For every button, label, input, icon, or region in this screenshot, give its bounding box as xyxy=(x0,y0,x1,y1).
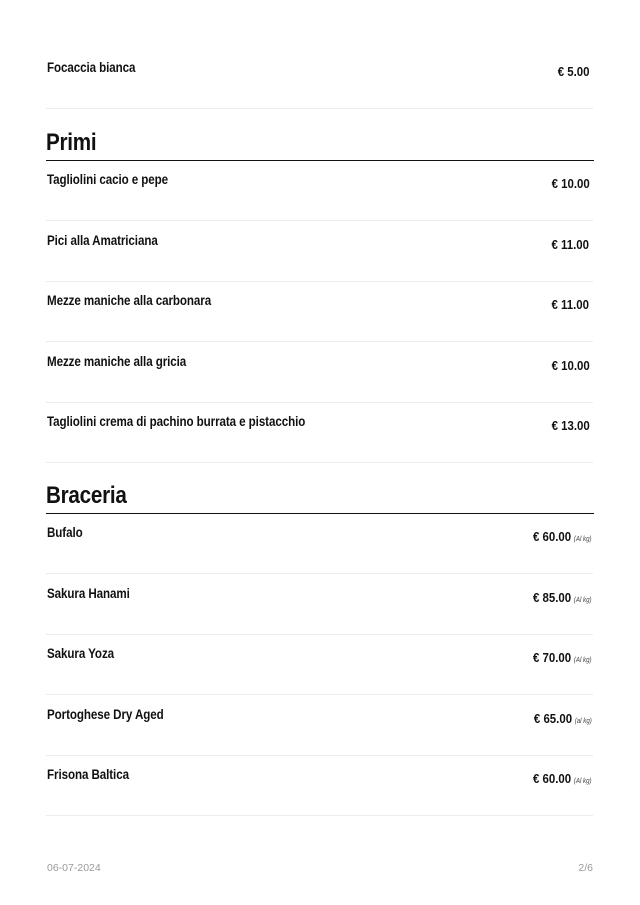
menu-item xyxy=(46,513,593,574)
menu-item-price xyxy=(552,236,592,254)
price-unit: (al kg) xyxy=(574,718,592,725)
section-title-braceria xyxy=(46,481,594,514)
menu-item-name: Bufalo xyxy=(47,525,83,540)
menu-item-price xyxy=(533,649,592,667)
menu-item-name: Sakura Hanami xyxy=(47,586,130,601)
menu-item-price xyxy=(552,296,592,314)
menu-item xyxy=(46,48,593,109)
price-value: € 65.00 xyxy=(534,711,573,726)
price-unit: (Al kg) xyxy=(574,536,592,543)
menu-item-price xyxy=(534,710,592,728)
price-value: € 60.00 xyxy=(533,529,572,544)
menu-item xyxy=(46,634,593,695)
menu-item-price xyxy=(533,770,592,788)
menu-item-name: Tagliolini cacio e pepe xyxy=(47,172,169,187)
price-value: € 11.00 xyxy=(551,297,590,312)
price-unit: (Al kg) xyxy=(574,657,592,664)
menu-item-name: Tagliolini crema di pachino burrata e pistacchio xyxy=(47,414,306,429)
menu-item xyxy=(46,574,593,635)
price-value: € 13.00 xyxy=(551,418,590,433)
section-title-primi xyxy=(46,128,594,161)
footer-date: 06-07-2024 xyxy=(47,862,101,874)
menu-item xyxy=(46,695,593,756)
menu-item-name: Focaccia bianca xyxy=(47,60,136,75)
menu-item xyxy=(46,402,593,463)
menu-item-price xyxy=(533,528,592,546)
price-unit: (Al kg) xyxy=(574,778,592,785)
section-title-text: Braceria xyxy=(46,482,127,509)
price-value: € 10.00 xyxy=(551,358,590,373)
menu-item xyxy=(46,342,593,403)
price-value: € 70.00 xyxy=(533,650,572,665)
menu-item xyxy=(46,160,593,221)
price-value: € 60.00 xyxy=(533,771,572,786)
menu-item-name: Pici alla Amatriciana xyxy=(47,233,158,248)
section-title-text: Primi xyxy=(46,129,97,156)
menu-item-price xyxy=(533,589,592,607)
menu-item xyxy=(46,221,593,282)
menu-item-name: Mezze maniche alla carbonara xyxy=(47,293,212,308)
menu-item-name: Mezze maniche alla gricia xyxy=(47,354,187,369)
menu-item xyxy=(46,755,593,816)
menu-item xyxy=(46,281,593,342)
price-unit: (Al kg) xyxy=(574,597,592,604)
menu-item-name: Portoghese Dry Aged xyxy=(47,707,164,722)
footer-page-number: 2/6 xyxy=(578,862,593,874)
menu-item-price xyxy=(551,357,592,375)
menu-item-price xyxy=(551,417,592,435)
menu-item-price xyxy=(551,175,592,193)
price-value: € 5.00 xyxy=(557,64,590,79)
price-value: € 11.00 xyxy=(551,237,590,252)
menu-item-name: Sakura Yoza xyxy=(47,646,115,661)
menu-item-price xyxy=(558,63,592,81)
price-value: € 10.00 xyxy=(551,176,590,191)
price-value: € 85.00 xyxy=(533,590,572,605)
menu-item-name: Frisona Baltica xyxy=(47,767,129,782)
